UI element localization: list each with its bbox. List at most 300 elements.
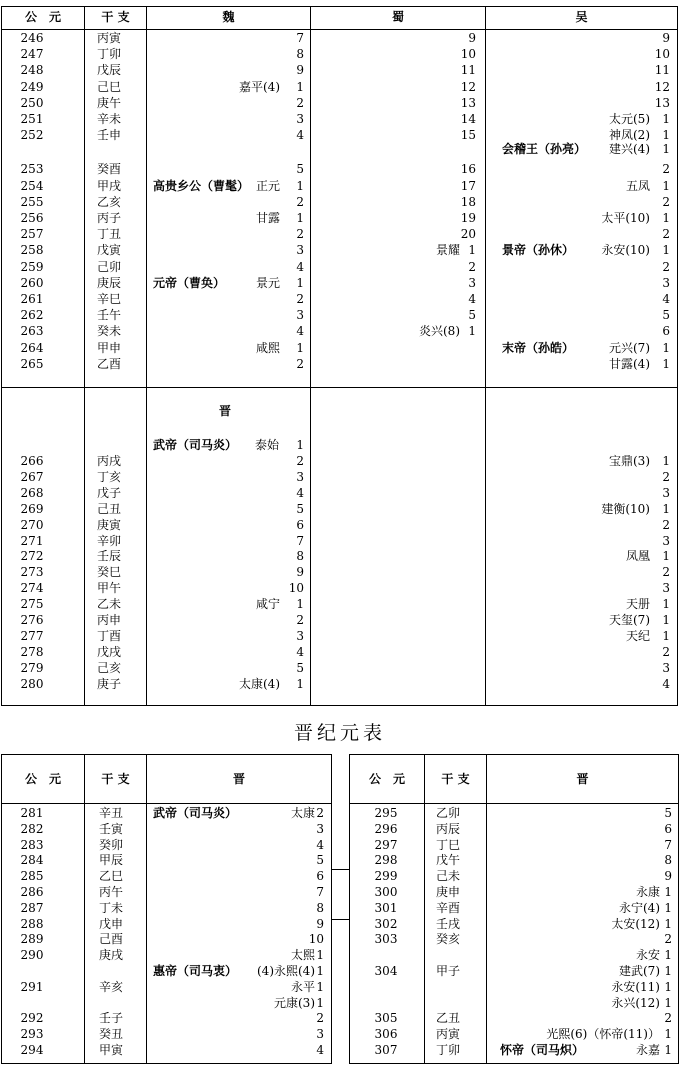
year-cell: 303 (374, 932, 398, 947)
ganzhi-cell: 壬申 (97, 128, 122, 143)
ganzhi-cell: 癸酉 (97, 162, 122, 177)
year-cell: 293 (20, 1027, 44, 1042)
year-cell: 278 (20, 644, 44, 659)
jin-number: 7 (296, 533, 304, 548)
wu-number: 4 (662, 676, 670, 691)
year-cell: 273 (20, 565, 44, 580)
jin-era: 元康(3) (274, 995, 315, 1010)
wei-number: 2 (296, 95, 304, 110)
year-cell: 261 (20, 292, 44, 306)
wu-era: 凤凰 (625, 549, 650, 564)
jin-number: 4 (316, 1043, 324, 1057)
year-cell: 275 (20, 597, 44, 612)
jin-number: 3 (316, 821, 324, 836)
wu-number: 1 (662, 549, 670, 564)
year-cell: 280 (20, 676, 44, 691)
wu-number: 1 (662, 613, 670, 627)
jin-era: 永安 (635, 948, 660, 963)
jin-emperor: 惠帝（司马衷） (153, 964, 238, 978)
jin-era: 光熙(6)（怀帝(11)） (546, 1027, 660, 1042)
wu-number: 5 (662, 308, 670, 323)
wu-number: 3 (662, 533, 670, 548)
year-cell: 262 (20, 308, 44, 323)
header-year: 公 元 (24, 10, 61, 24)
ganzhi-cell: 己巳 (97, 79, 122, 94)
ganzhi-cell: 庚午 (97, 95, 122, 110)
wu-era: 太元(5) (609, 112, 650, 126)
wu-number: 1 (662, 128, 670, 143)
ganzhi-cell: 己卯 (97, 259, 122, 274)
wei-era: 正元 (255, 178, 280, 193)
ganzhi-cell: 丁酉 (97, 628, 122, 643)
wu-number: 4 (662, 292, 670, 306)
jin-era: 永嘉 (635, 1043, 660, 1057)
jin-number: 1 (296, 597, 304, 612)
year-cell: 274 (20, 581, 44, 596)
wu-number: 1 (662, 628, 670, 643)
ganzhi-cell: 辛未 (97, 112, 122, 126)
ganzhi-cell: 乙巳 (99, 869, 124, 884)
ganzhi-cell: 丙申 (97, 613, 122, 627)
wu-number: 3 (662, 485, 670, 500)
year-cell: 279 (20, 660, 44, 675)
year-cell: 283 (20, 837, 44, 852)
jin-number: 5 (664, 806, 672, 820)
jin-number: 1 (664, 979, 672, 994)
ganzhi-cell: 丁卯 (97, 47, 122, 62)
wu-number: 10 (654, 47, 670, 62)
ganzhi-cell: 癸巳 (97, 565, 122, 580)
wei-number: 8 (296, 47, 304, 62)
wei-number: 1 (296, 79, 304, 94)
jin-number: 9 (296, 565, 304, 580)
wu-number: 3 (662, 581, 670, 596)
wei-number: 1 (296, 211, 304, 225)
header-shu: 蜀 (391, 10, 404, 24)
wei-number: 4 (296, 259, 304, 274)
shu-number: 14 (460, 112, 476, 126)
wu-number: 9 (662, 31, 670, 45)
wei-number: 4 (296, 128, 304, 143)
jin-number: 2 (296, 613, 304, 627)
jin-era: 太安(12) (611, 916, 660, 931)
ganzhi-cell: 己亥 (97, 660, 122, 675)
wei-number: 2 (296, 292, 304, 306)
year-cell: 252 (20, 128, 44, 143)
ganzhi-cell: 戊子 (97, 485, 122, 500)
year-cell: 254 (20, 178, 44, 193)
wu-number: 3 (662, 660, 670, 675)
shu-number: 11 (460, 63, 476, 78)
year-cell: 305 (374, 1011, 398, 1026)
year-cell: 256 (20, 211, 44, 225)
jin-number: 7 (664, 837, 672, 852)
t2-right-header-year: 公 元 (368, 772, 405, 786)
wei-number: 2 (296, 356, 304, 371)
wu-number: 13 (654, 95, 670, 110)
jin-number: 8 (296, 549, 304, 564)
year-cell: 264 (20, 340, 44, 355)
wei-number: 2 (296, 194, 304, 209)
ganzhi-cell: 癸未 (97, 324, 122, 339)
wei-number: 9 (296, 63, 304, 78)
wu-era: 永安(10) (601, 243, 650, 258)
wu-number: 2 (662, 227, 670, 242)
header-ganzhi: 干 支 (101, 10, 130, 24)
year-cell: 304 (374, 964, 398, 978)
ganzhi-cell: 丙寅 (436, 1027, 461, 1042)
t2-left-header-ganzhi: 干 支 (101, 772, 130, 786)
wei-emperor: 高贵乡公（曹髦） (153, 178, 250, 193)
jin-era: 永兴(12) (611, 995, 660, 1010)
jin-era: 太熙 (290, 948, 315, 963)
wei-number: 1 (296, 178, 304, 193)
jin-era: 永安(11) (611, 979, 660, 994)
shu-era: 炎兴(8) (419, 324, 460, 339)
wu-number: 1 (662, 142, 670, 157)
ganzhi-cell: 癸丑 (99, 1027, 124, 1042)
ganzhi-cell: 戊辰 (97, 63, 122, 78)
shu-number: 5 (468, 308, 476, 323)
jin-number: 8 (664, 853, 672, 868)
wu-number: 2 (662, 644, 670, 659)
shu-number: 16 (460, 162, 476, 177)
year-cell: 250 (20, 95, 44, 110)
wu-era: 五凤 (625, 178, 650, 193)
year-cell: 277 (20, 628, 44, 643)
wei-era: 甘露 (255, 211, 280, 225)
wei-number: 1 (296, 340, 304, 355)
year-cell: 290 (20, 948, 44, 963)
year-cell: 247 (20, 47, 44, 62)
jin-era: 太康(4) (239, 676, 280, 691)
year-cell: 253 (20, 162, 44, 177)
ganzhi-cell: 甲寅 (99, 1043, 124, 1057)
wu-era: 建兴(4) (609, 142, 650, 157)
ganzhi-cell: 壬寅 (99, 821, 124, 836)
jin-number: 1 (296, 676, 304, 691)
shu-era: 景耀 (435, 243, 460, 258)
wu-era: 天册 (625, 597, 650, 612)
year-cell: 287 (20, 900, 44, 915)
jin-number: 2 (664, 932, 672, 947)
wei-number: 5 (296, 162, 304, 177)
year-cell: 270 (20, 517, 44, 532)
year-cell: 255 (20, 194, 44, 209)
year-cell: 284 (20, 853, 44, 868)
page-title: 晋纪元表 (293, 722, 386, 744)
year-cell: 268 (20, 485, 44, 500)
year-cell: 282 (20, 821, 44, 836)
jin-number: 1 (664, 995, 672, 1010)
wu-number: 2 (662, 517, 670, 532)
ganzhi-cell: 甲子 (436, 964, 461, 978)
wu-number: 1 (662, 454, 670, 468)
ganzhi-cell: 丁亥 (97, 469, 122, 484)
ganzhi-cell: 辛巳 (97, 292, 122, 306)
wu-era: 神凤(2) (609, 128, 650, 143)
ganzhi-cell: 丁丑 (97, 227, 122, 242)
jin-emperor: 武帝（司马炎） (153, 806, 238, 820)
wei-emperor: 元帝（曹奂） (153, 275, 226, 290)
shu-number: 9 (468, 31, 476, 45)
year-cell: 259 (20, 259, 44, 274)
wu-emperor: 景帝（孙休） (502, 243, 575, 258)
ganzhi-cell: 甲辰 (99, 853, 124, 868)
shu-number: 13 (460, 95, 476, 110)
shu-number: 15 (460, 128, 476, 143)
ganzhi-cell: 癸亥 (436, 932, 461, 947)
wu-number: 2 (662, 259, 670, 274)
year-cell: 257 (20, 227, 44, 242)
ganzhi-cell: 辛亥 (99, 979, 124, 994)
wu-era: 天玺(7) (609, 613, 650, 627)
year-cell: 286 (20, 885, 44, 899)
jin-number: 1 (664, 948, 672, 963)
ganzhi-cell: 丙午 (99, 885, 124, 899)
ganzhi-cell: 己未 (436, 869, 461, 884)
ganzhi-cell: 庚申 (436, 885, 461, 899)
ganzhi-cell: 壬辰 (97, 549, 122, 564)
t2-right-header-ganzhi: 干 支 (441, 772, 470, 786)
jin-era: 永平 (290, 979, 315, 994)
wu-number: 3 (662, 275, 670, 290)
year-cell: 260 (20, 275, 44, 290)
wei-era: 嘉平(4) (239, 79, 280, 94)
jin-number: 1 (664, 900, 672, 915)
wu-number: 1 (662, 243, 670, 258)
year-cell: 301 (374, 900, 398, 915)
wu-number: 2 (662, 565, 670, 580)
ganzhi-cell: 辛丑 (99, 806, 124, 820)
wei-number: 2 (296, 227, 304, 242)
header-jin: 晋 (218, 404, 231, 418)
jin-first-n: 1 (296, 438, 304, 452)
year-cell: 269 (20, 501, 44, 516)
wei-era: 景元 (255, 275, 280, 290)
ganzhi-cell: 辛卯 (97, 533, 122, 548)
jin-number: 9 (664, 869, 672, 884)
ganzhi-cell: 甲午 (97, 581, 122, 596)
jin-number: 5 (296, 501, 304, 516)
year-cell: 297 (374, 837, 398, 852)
year-cell: 267 (20, 469, 44, 484)
ganzhi-cell: 癸卯 (99, 837, 124, 852)
shu-number: 1 (468, 324, 476, 339)
ganzhi-cell: 丙寅 (97, 31, 122, 45)
year-cell: 288 (20, 916, 44, 931)
shu-number: 19 (460, 211, 476, 225)
wu-era: 太平(10) (601, 211, 650, 225)
year-cell: 251 (20, 112, 44, 126)
wu-era: 宝鼎(3) (609, 454, 650, 468)
jin-era: 咸宁 (255, 597, 280, 612)
year-cell: 291 (20, 979, 44, 994)
ganzhi-cell: 丙戌 (97, 454, 122, 468)
ganzhi-cell: 甲戌 (97, 178, 122, 193)
year-cell: 299 (374, 869, 398, 884)
ganzhi-cell: 己丑 (97, 501, 122, 516)
year-cell: 292 (20, 1011, 44, 1026)
jin-number: 7 (316, 885, 324, 899)
wu-number: 1 (662, 356, 670, 371)
wu-number: 1 (662, 501, 670, 516)
ganzhi-cell: 辛酉 (436, 900, 461, 915)
jin-number: 1 (664, 1027, 672, 1042)
shu-number: 12 (460, 79, 476, 94)
jin-number: 5 (316, 853, 324, 868)
jin-number: 10 (288, 581, 304, 596)
ganzhi-cell: 乙亥 (97, 194, 122, 209)
wu-number: 1 (662, 340, 670, 355)
wei-number: 3 (296, 308, 304, 323)
ganzhi-cell: 乙卯 (436, 806, 461, 820)
header-wei: 魏 (222, 10, 235, 24)
jin-number: 6 (664, 821, 672, 836)
t2-left-header-jin: 晋 (232, 772, 245, 786)
shu-number: 17 (460, 178, 476, 193)
shu-number: 4 (468, 292, 476, 306)
shu-number: 20 (460, 227, 476, 242)
year-cell: 306 (374, 1027, 398, 1042)
jin-number: 5 (296, 660, 304, 675)
ganzhi-cell: 壬午 (97, 308, 122, 323)
year-cell: 302 (374, 916, 398, 931)
wu-era: 天纪 (625, 628, 650, 643)
wu-era: 元兴(7) (609, 340, 650, 355)
year-cell: 285 (20, 869, 44, 884)
ganzhi-cell: 壬戌 (436, 916, 461, 931)
jin-number: 1 (316, 979, 324, 994)
ganzhi-cell: 庚子 (97, 676, 122, 691)
jin-number: 4 (316, 837, 324, 852)
year-cell: 281 (20, 806, 44, 820)
ganzhi-cell: 己酉 (99, 932, 124, 947)
ganzhi-cell: 庚辰 (97, 275, 122, 290)
year-cell: 266 (20, 454, 44, 468)
jin-number: 3 (296, 469, 304, 484)
jin-number: 6 (296, 517, 304, 532)
wu-number: 2 (662, 194, 670, 209)
year-cell: 295 (374, 806, 398, 820)
jin-number: 1 (316, 964, 324, 978)
jin-number: 1 (664, 964, 672, 978)
jin-number: 1 (664, 916, 672, 931)
jin-number: 8 (316, 900, 324, 915)
t2-right-header-jin: 晋 (576, 772, 589, 786)
jin-number: 3 (316, 1027, 324, 1042)
ganzhi-cell: 壬子 (99, 1011, 124, 1026)
wei-number: 4 (296, 324, 304, 339)
jin-era: 建武(7) (619, 964, 660, 978)
wu-emperor: 会稽王（孙亮） (502, 142, 587, 157)
wu-era: 建衡(10) (601, 501, 650, 516)
jin-number: 2 (316, 1011, 324, 1026)
year-cell: 276 (20, 613, 44, 627)
wu-number: 2 (662, 469, 670, 484)
wei-number: 7 (296, 31, 304, 45)
t2-left-header-year: 公 元 (24, 772, 61, 786)
year-cell: 298 (374, 853, 398, 868)
wu-number: 1 (662, 112, 670, 126)
jin-number: 1 (316, 948, 324, 963)
jin-number: 2 (664, 1011, 672, 1026)
wu-number: 6 (662, 324, 670, 339)
jin-number: 1 (316, 995, 324, 1010)
shu-number: 10 (460, 47, 476, 62)
ganzhi-cell: 戊戌 (97, 644, 122, 659)
wu-number: 11 (654, 63, 670, 78)
ganzhi-cell: 戊午 (436, 853, 461, 868)
ganzhi-cell: 庚戌 (99, 948, 124, 963)
ganzhi-cell: 丙辰 (436, 821, 461, 836)
ganzhi-cell: 乙丑 (436, 1011, 461, 1026)
wu-number: 1 (662, 597, 670, 612)
ganzhi-cell: 戊申 (99, 916, 124, 931)
year-cell: 258 (20, 243, 44, 258)
jin-first-emperor: 武帝（司马炎） (153, 438, 238, 452)
wu-number: 2 (662, 162, 670, 177)
wei-era: 咸熙 (255, 340, 280, 355)
year-cell: 271 (20, 533, 44, 548)
ganzhi-cell: 丁卯 (436, 1043, 461, 1057)
year-cell: 263 (20, 324, 44, 339)
year-cell: 246 (20, 31, 44, 45)
jin-emperor: 怀帝（司马炽） (500, 1043, 585, 1057)
shu-number: 2 (468, 259, 476, 274)
jin-number: 2 (316, 806, 324, 820)
year-cell: 289 (20, 932, 44, 947)
year-cell: 272 (20, 549, 44, 564)
jin-era: 太康 (290, 806, 315, 820)
ganzhi-cell: 庚寅 (97, 517, 122, 532)
year-cell: 296 (374, 821, 398, 836)
ganzhi-cell: 乙酉 (97, 356, 122, 371)
jin-number: 4 (296, 644, 304, 659)
wei-number: 3 (296, 112, 304, 126)
header-wu: 吴 (575, 10, 588, 24)
wu-era: 甘露(4) (609, 356, 650, 371)
jin-number: 10 (308, 932, 324, 947)
wei-number: 1 (296, 275, 304, 290)
jin-number: 3 (296, 628, 304, 643)
ganzhi-cell: 戊寅 (97, 243, 122, 258)
jin-number: 9 (316, 916, 324, 931)
jin-number: 4 (296, 485, 304, 500)
shu-number: 1 (468, 243, 476, 258)
ganzhi-cell: 丁巳 (436, 837, 461, 852)
wu-number: 12 (654, 79, 670, 94)
year-cell: 294 (20, 1043, 44, 1057)
jin-era: 永康 (635, 885, 660, 899)
wu-emperor: 末帝（孙皓） (502, 340, 575, 355)
jin-era: (4)永熙(4) (257, 964, 315, 978)
jin-number: 6 (316, 869, 324, 884)
jin-era: 永宁(4) (619, 900, 660, 915)
year-cell: 249 (20, 79, 44, 94)
ganzhi-cell: 丁未 (99, 900, 124, 915)
jin-number: 1 (664, 885, 672, 899)
jin-first-era: 泰始 (255, 438, 280, 452)
ganzhi-cell: 乙未 (97, 597, 122, 612)
year-cell: 248 (20, 63, 44, 78)
year-cell: 307 (374, 1043, 398, 1057)
ganzhi-cell: 丙子 (97, 211, 122, 225)
jin-number: 2 (296, 454, 304, 468)
wu-number: 1 (662, 178, 670, 193)
shu-number: 18 (460, 194, 476, 209)
ganzhi-cell: 甲申 (97, 340, 122, 355)
